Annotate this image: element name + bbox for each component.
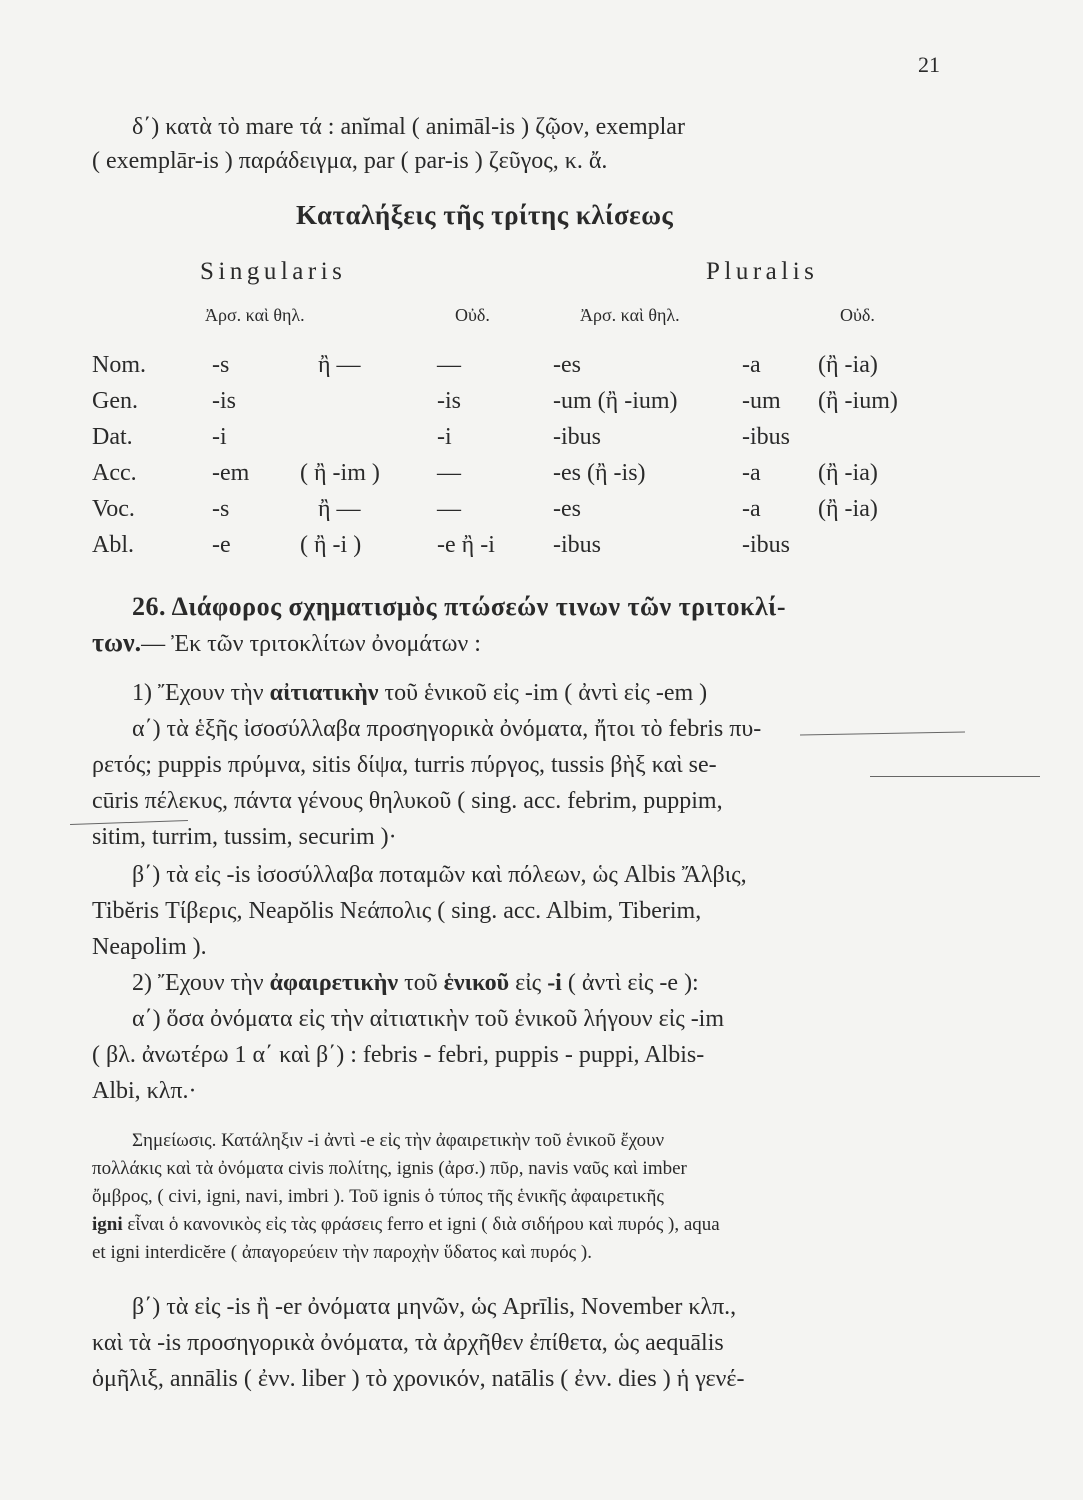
table-cell: -ibus [742,424,790,450]
table-cell: — [437,496,461,522]
table-cell: (ἢ -ia) [818,496,878,522]
table-cell: -ibus [553,424,601,450]
section-26-heading-end: των. [92,628,142,657]
bold-term: ἀφαιρετικὴν [269,970,399,996]
text-run: 2) Ἔχουν τὴν [132,970,270,996]
section-26-heading-cont [92,628,481,658]
body-line: Neapolim ). [92,934,207,960]
case-label: Dat. [92,424,133,450]
table-cell: -um [742,388,781,414]
table-cell: -es [553,352,581,378]
subheader-sing-masc-fem: Ἀρσ. καὶ θηλ. [205,305,305,325]
body-line: ὁμῆλιξ, annālis ( ἐνν. liber ) τὸ χρονικόν, natālis ( ἐνν. dies ) ἡ γενέ- [92,1366,745,1392]
section-26-intro: — Ἐκ τῶν τριτοκλίτων ὀνομάτων : [141,631,481,657]
note-line [92,1214,720,1236]
page-number: 21 [918,52,940,77]
table-cell: — [437,460,461,486]
case-label: Acc. [92,460,137,486]
singular-label: Singularis [200,258,347,285]
case-label: Abl. [92,532,134,558]
table-cell: ἢ — [318,496,361,522]
text-run: εἰς [509,970,548,996]
note-line: Σημείωσις. Κατάληξιν -i ἀντὶ -e εἰς τὴν ἀφαιρετικὴν τοῦ ἑνικοῦ ἔχουν [132,1130,665,1151]
rule-1 [132,680,707,707]
table-cell: -s [212,496,230,522]
table-cell: -em [212,460,250,486]
table-cell: (ἢ -ia) [818,460,878,486]
body-line: ( βλ. ἀνωτέρω 1 α΄ καὶ β΄) : febris - febri, puppis - puppi, Albis- [92,1042,705,1068]
table-cell: (ἢ -ia) [818,352,878,378]
table-cell: -es (ἢ -is) [553,460,646,486]
pen-strikethrough [800,732,965,736]
text-run: 1) Ἔχουν τὴν [132,680,270,706]
table-cell: -is [212,388,236,414]
table-cell: ἢ — [318,352,361,378]
table-cell: -i [212,424,227,450]
intro-line-2: ( exemplār-is ) παράδειγμα, par ( par-is ) ζεῦγος, κ. ἄ. [92,148,608,174]
table-cell: -ibus [553,532,601,558]
bold-term: -i [547,970,562,996]
text-run: εἶναι ὁ κανονικὸς εἰς τὰς φράσεις ferro et igni ( διὰ σιδήρου καὶ πυρός ), aqua [122,1214,720,1235]
section-26-heading: 26. Διάφορος σχηματισμὸς πτώσεών τινων τῶν τριτοκλί- [132,592,786,621]
table-cell: ( ἢ -im ) [300,460,380,486]
text-run: τοῦ [398,970,444,996]
pen-underline [870,776,1040,777]
table-cell: -a [742,352,761,378]
bold-term: igni [92,1214,123,1235]
table-cell: -es [553,496,581,522]
table-cell: ( ἢ -i ) [300,532,362,558]
body-line: καὶ τὰ -is προσηγορικὰ ὀνόματα, τὰ ἀρχῆθεν ἐπίθετα, ὡς aequālis [92,1330,724,1356]
subheader-plur-neut: Οὐδ. [840,305,875,325]
table-cell: -a [742,460,761,486]
note-line: et igni interdicĕre ( ἀπαγορεύειν τὴν παροχὴν ὕδατος καὶ πυρός ). [92,1242,592,1263]
body-line: cūris πέλεκυς, πάντα γένους θηλυκοῦ ( sing. acc. febrim, puppim, [92,788,723,814]
bold-term: ἑνικοῦ [443,970,510,996]
table-cell: -ibus [742,532,790,558]
note-line: πολλάκις καὶ τὰ ὀνόματα civis πολίτης, ignis (ἀρσ.) πῦρ, navis ναῦς καὶ imber [92,1158,687,1179]
bold-term: αἰτιατικὴν [269,680,379,706]
case-label: Voc. [92,496,135,522]
table-cell: -a [742,496,761,522]
body-line: α΄) τὰ ἑξῆς ἰσοσύλλαβα προσηγορικὰ ὀνόματα, ἤτοι τὸ febris πυ- [132,716,762,742]
body-line: β΄) τὰ εἰς -is ἢ -er ὀνόματα μηνῶν, ὡς Aprīlis, November κλπ., [132,1294,737,1320]
rule-2 [132,970,699,997]
table-cell: -s [212,352,230,378]
table-cell: -i [437,424,452,450]
body-line: β΄) τὰ εἰς -is ἰσοσύλλαβα ποταμῶν καὶ πόλεων, ὡς Albis Ἄλβις, [132,862,747,888]
table-title: Καταλήξεις τῆς τρίτης κλίσεως [296,200,674,230]
intro-line-1: δ΄) κατὰ τὸ mare τά : anĭmal ( animāl-is ) ζῷον, exemplar [132,114,685,140]
subheader-plur-masc-fem: Ἀρσ. καὶ θηλ. [580,305,680,325]
note-line: ὄμβρος, ( civi, igni, navi, imbri ). Τοῦ ignis ὁ τύπος τῆς ἑνικῆς ἀφαιρετικῆς [92,1186,664,1207]
table-cell: (ἢ -ium) [818,388,898,414]
body-line: ρετός; puppis πρύμνα, sitis δίψα, turris πύργος, tussis βὴξ καὶ se- [92,752,717,778]
table-cell: -um (ἢ -ium) [553,388,678,414]
text-run: ( ἀντὶ εἰς -e ): [561,970,699,996]
body-line: Albi, κλπ.· [92,1078,197,1104]
plural-label: Pluralis [706,258,819,285]
case-label: Gen. [92,388,138,414]
table-cell: -is [437,388,461,414]
text-run: τοῦ ἑνικοῦ εἰς -im ( ἀντὶ εἰς -em ) [378,680,708,706]
body-line: α΄) ὅσα ὀνόματα εἰς τὴν αἰτιατικὴν τοῦ ἑνικοῦ λήγουν εἰς -im [132,1006,725,1032]
table-cell: -e [212,532,231,558]
case-label: Nom. [92,352,146,378]
body-line: sitim, turrim, tussim, securim )· [92,824,397,850]
table-cell: -e ἢ -i [437,532,495,558]
table-cell: — [437,352,461,378]
subheader-sing-neut: Οὐδ. [455,305,490,325]
body-line: Tibĕris Τίβερις, Neapŏlis Νεάπολις ( sing. acc. Albim, Tiberim, [92,898,702,924]
